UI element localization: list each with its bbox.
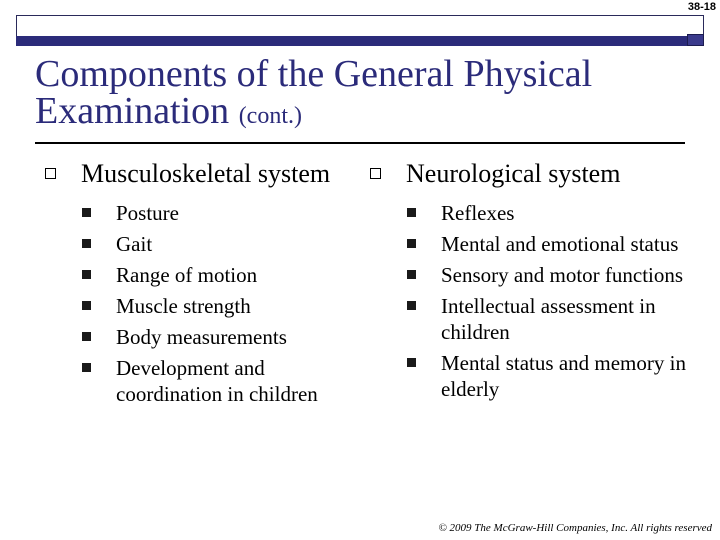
slide-title-main: Components of the General Physical Examination <box>35 53 593 132</box>
neurological-heading-text: Neurological system <box>406 159 621 188</box>
header-decoration-bar <box>16 15 704 46</box>
hollow-square-bullet-icon <box>370 168 381 179</box>
musculoskeletal-list-item <box>45 231 365 257</box>
filled-square-bullet-icon <box>82 208 91 217</box>
musculoskeletal-heading <box>45 160 365 188</box>
musculoskeletal-list-item <box>45 200 365 226</box>
slide-number: 38-18 <box>687 1 716 13</box>
filled-square-bullet-icon <box>407 239 416 248</box>
header-bar-square-icon <box>687 34 704 46</box>
neurological-list-item <box>370 200 700 226</box>
musculoskeletal-list-item-text: Gait <box>116 232 153 256</box>
filled-square-bullet-icon <box>407 270 416 279</box>
neurological-heading <box>370 160 700 188</box>
musculoskeletal-column <box>45 160 365 412</box>
neurological-list-item-text: Mental status and memory in elderly <box>441 351 686 401</box>
musculoskeletal-list-item-text: Body measurements <box>116 325 287 349</box>
header-bar-fill <box>16 36 704 46</box>
musculoskeletal-list-item <box>45 355 365 407</box>
musculoskeletal-list-item <box>45 293 365 319</box>
musculoskeletal-list-item-text: Muscle strength <box>116 294 251 318</box>
slide-title <box>35 53 720 135</box>
musculoskeletal-heading-text: Musculoskeletal system <box>81 159 331 188</box>
filled-square-bullet-icon <box>82 363 91 372</box>
header-bar-outline <box>16 15 704 37</box>
filled-square-bullet-icon <box>82 332 91 341</box>
filled-square-bullet-icon <box>407 358 416 367</box>
musculoskeletal-list-item <box>45 262 365 288</box>
neurological-list-item-text: Intellectual assessment in children <box>441 294 656 344</box>
filled-square-bullet-icon <box>82 239 91 248</box>
neurological-list-item-text: Mental and emotional status <box>441 232 679 256</box>
title-divider <box>35 142 685 144</box>
neurological-list-item <box>370 350 700 402</box>
filled-square-bullet-icon <box>407 208 416 217</box>
neurological-column <box>370 160 700 407</box>
musculoskeletal-list <box>45 200 365 407</box>
neurological-list-item <box>370 231 700 257</box>
filled-square-bullet-icon <box>82 301 91 310</box>
neurological-list-item <box>370 293 700 345</box>
filled-square-bullet-icon <box>407 301 416 310</box>
musculoskeletal-list-item <box>45 324 365 350</box>
neurological-list <box>370 200 700 402</box>
neurological-list-item <box>370 262 700 288</box>
slide-title-suffix: (cont.) <box>238 103 302 129</box>
neurological-list-item-text: Sensory and motor functions <box>441 263 684 287</box>
neurological-list-item-text: Reflexes <box>441 201 515 225</box>
musculoskeletal-list-item-text: Range of motion <box>116 263 258 287</box>
musculoskeletal-list-item-text: Development and coordination in children <box>116 356 318 406</box>
hollow-square-bullet-icon <box>45 168 56 179</box>
filled-square-bullet-icon <box>82 270 91 279</box>
musculoskeletal-list-item-text: Posture <box>116 201 179 225</box>
copyright-footer: © 2009 The McGraw-Hill Companies, Inc. All rights reserved <box>438 522 712 534</box>
